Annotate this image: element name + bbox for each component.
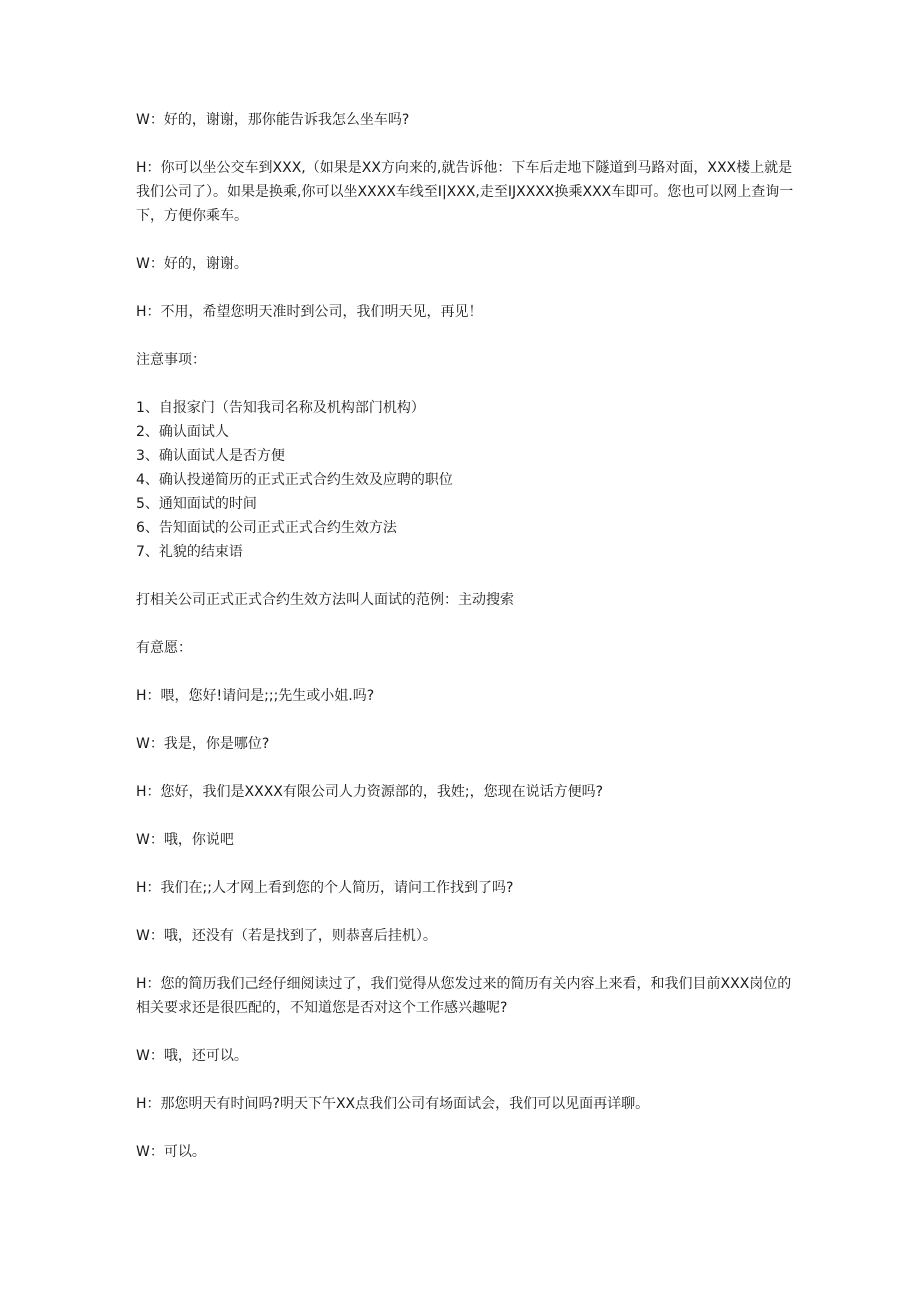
- list-item: 5、通知面试的时间: [136, 496, 257, 512]
- dialog-line: H：不用，希望您明天准时到公司，我们明天见，再见！: [136, 304, 483, 320]
- dialog-line: H：我们在;;人才网上看到您的个人简历，请问工作找到了吗?: [136, 880, 514, 896]
- dialog-line: H：喂，您好!请问是;;;先生或小姐.吗?: [136, 688, 375, 704]
- list-item: 7、礼貌的结束语: [136, 544, 243, 560]
- dialog-line: W：好的，谢谢。: [136, 256, 248, 272]
- example-subheading: 有意愿：: [136, 640, 192, 656]
- notes-title: 注意事项：: [136, 352, 206, 368]
- dialog-line: W：哦，还没有（若是找到了，则恭喜后挂机）。: [136, 928, 437, 944]
- list-item: 3、确认面试人是否方便: [136, 448, 285, 464]
- dialog-line: H：那您明天有时间吗?明天下午XX点我们公司有场面试会，我们可以见面再详聊。: [136, 1096, 650, 1112]
- list-item: 1、自报家门（告知我司名称及机构部门机构）: [136, 400, 425, 416]
- dialog-line: H：你可以坐公交车到XXX,（如果是XX方向来的,就告诉他：下车后走地下隧道到马路对面，XXX楼上就是我们公司了）。如果是换乘,你可以坐XXXX车线至I|XXX,走至IJXXXX换乘XXX车即可。您也可以网上查询一下，方便你乘车。: [136, 160, 794, 224]
- example-heading: 打相关公司正式正式合约生效方法叫人面试的范例：主动搜索: [136, 592, 514, 608]
- dialog-line: W：好的，谢谢，那你能告诉我怎么坐车吗?: [136, 112, 410, 128]
- list-item: 2、确认面试人: [136, 424, 229, 440]
- list-item: 4、确认投递简历的正式正式合约生效及应聘的职位: [136, 472, 453, 488]
- dialog-line: H：您的简历我们己经仔细阅读过了，我们觉得从您发过来的简历有关内容上来看，和我们目前XXX岗位的相关要求还是很匹配的，不知道您是否对这个工作感兴趣呢?: [136, 976, 792, 1016]
- dialog-line: W：我是，你是哪位?: [136, 736, 270, 752]
- list-item: 6、告知面试的公司正式正式合约生效方法: [136, 520, 397, 536]
- notes-list: [136, 396, 796, 564]
- dialog-line: W：哦，还可以。: [136, 1048, 248, 1064]
- dialog-line: W：可以。: [136, 1144, 206, 1160]
- document-body: [136, 108, 796, 1188]
- dialog-line: W：哦，你说吧: [136, 832, 234, 848]
- dialog-line: H：您好，我们是XXXX有限公司人力资源部的，我姓;，您现在说话方便吗?: [136, 784, 604, 800]
